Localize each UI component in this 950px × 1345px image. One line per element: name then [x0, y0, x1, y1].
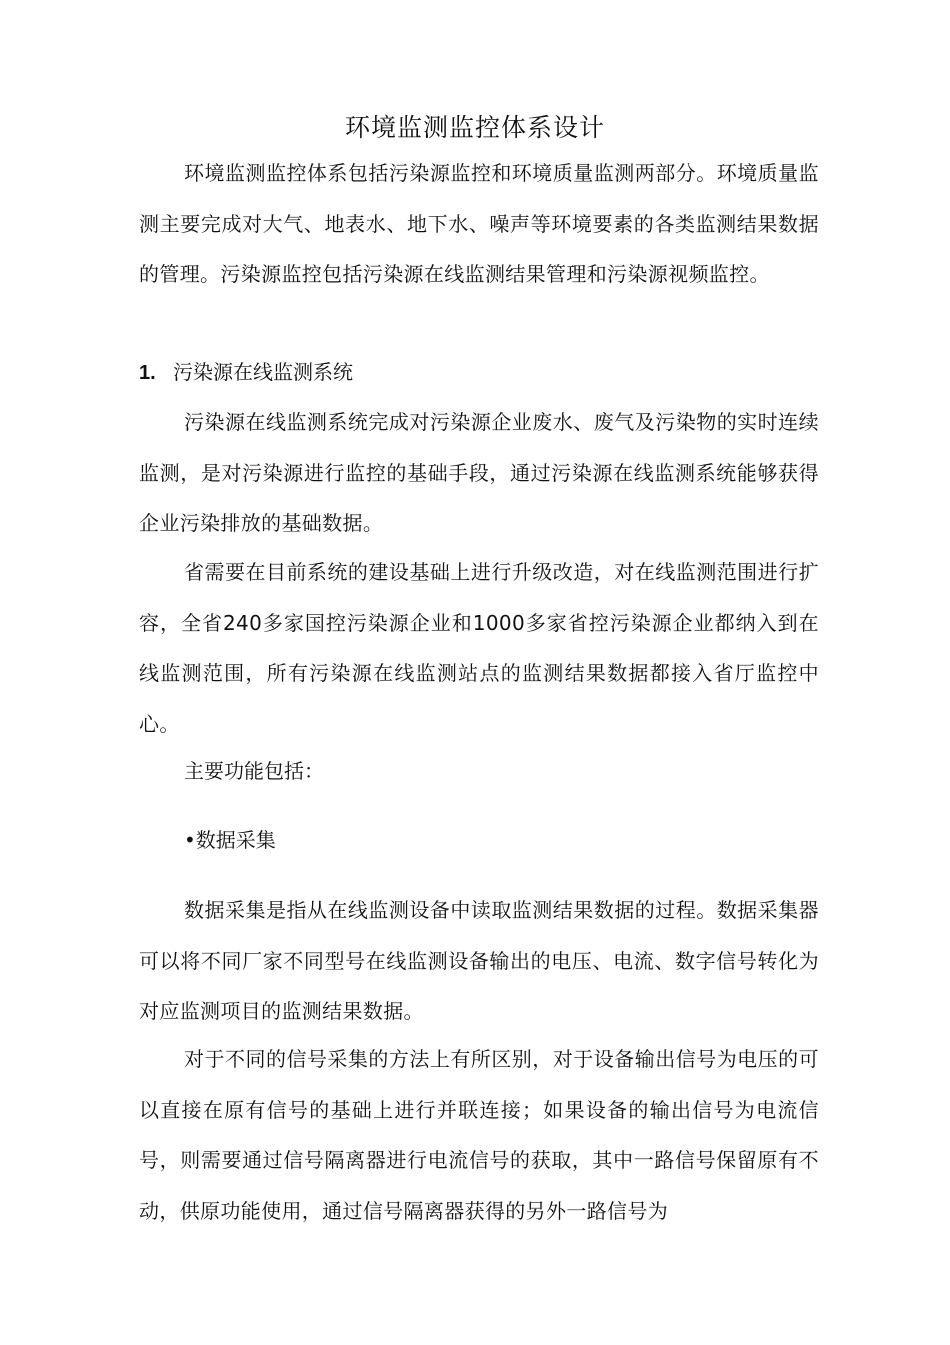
section-1-paragraph-1: 污染源在线监测系统完成对污染源企业废水、废气及污染物的实时连续监测，是对污染源进行监控的基础手段，通过污染源在线监测系统能够获得企业污染排放的基础数据。 [139, 410, 819, 535]
section-1-number: 1. [139, 362, 156, 384]
section-1-title: 污染源在线监测系统 [173, 360, 353, 384]
functions-label: 主要功能包括： [184, 759, 324, 783]
bullet-data-collection: •数据采集 [184, 828, 276, 852]
document-title: 环境监测监控体系设计 [344, 113, 605, 142]
section-1-heading [139, 354, 353, 391]
section-1-paragraph-4: 对于不同的信号采集的方法上有所区别，对于设备输出信号为电压的可以直接在原有信号的基础上进行并联连接；如果设备的输出信号为电流信号，则需要通过信号隔离器进行电流信号的获取，其中一路信号保留原有不动，供原功能使用，通过信号隔离器获得的另外一路信号为 [139, 1047, 819, 1223]
section-1-paragraph-3: 数据采集是指从在线监测设备中读取监测结果数据的过程。数据采集器可以将不同厂家不同型号在线监测设备输出的电压、电流、数字信号转化为对应监测项目的监测结果数据。 [139, 898, 819, 1023]
intro-paragraph: 环境监测监控体系包括污染源监控和环境质量监测两部分。环境质量监测主要完成对大气、地表水、地下水、噪声等环境要素的各类监测结果数据的管理。污染源监控包括污染源在线监测结果管理和污染源视频监控。 [139, 161, 819, 286]
section-1-paragraph-2: 省需要在目前系统的建设基础上进行升级改造，对在线监测范围进行扩容，全省240多家国控污染源企业和1000多家省控污染源企业都纳入到在线监测范围，所有污染源在线监测站点的监测结果数据都接入省厅监控中心。 [139, 560, 819, 736]
